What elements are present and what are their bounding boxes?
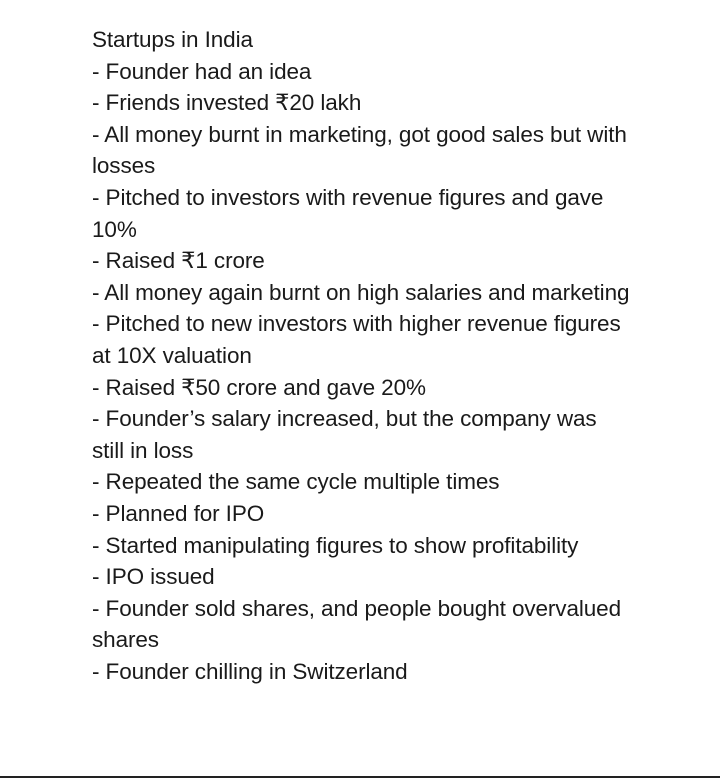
list-item: - Raised ₹50 crore and gave 20% bbox=[92, 374, 426, 400]
post-title: Startups in India bbox=[92, 27, 253, 52]
list-item: - Friends invested ₹20 lakh bbox=[92, 90, 362, 116]
list-item: - Planned for IPO bbox=[92, 500, 265, 526]
list-item: - Founder chilling in Switzerland bbox=[92, 658, 408, 684]
list-item: - IPO issued bbox=[92, 564, 215, 590]
list-item: - Founder’s salary increased, but the company was still in loss bbox=[92, 406, 597, 463]
list-item: - Repeated the same cycle multiple times bbox=[92, 469, 500, 495]
list-item: - Pitched to investors with revenue figures and gave 10% bbox=[92, 184, 604, 242]
list-item: - Founder had an idea bbox=[92, 58, 312, 84]
list-item: - Raised ₹1 crore bbox=[92, 248, 265, 274]
bottom-divider bbox=[0, 776, 720, 778]
list-item: - Founder sold shares, and people bought overvalued shares bbox=[92, 595, 622, 653]
list-item: - All money burnt in marketing, got good sales but with losses bbox=[92, 121, 627, 179]
list-item: - All money again burnt on high salaries and marketing bbox=[92, 279, 630, 305]
post-text bbox=[92, 24, 632, 687]
list-item: - Started manipulating figures to show profitability bbox=[92, 532, 579, 558]
list-item: - Pitched to new investors with higher revenue figures at 10X valuation bbox=[92, 311, 621, 368]
